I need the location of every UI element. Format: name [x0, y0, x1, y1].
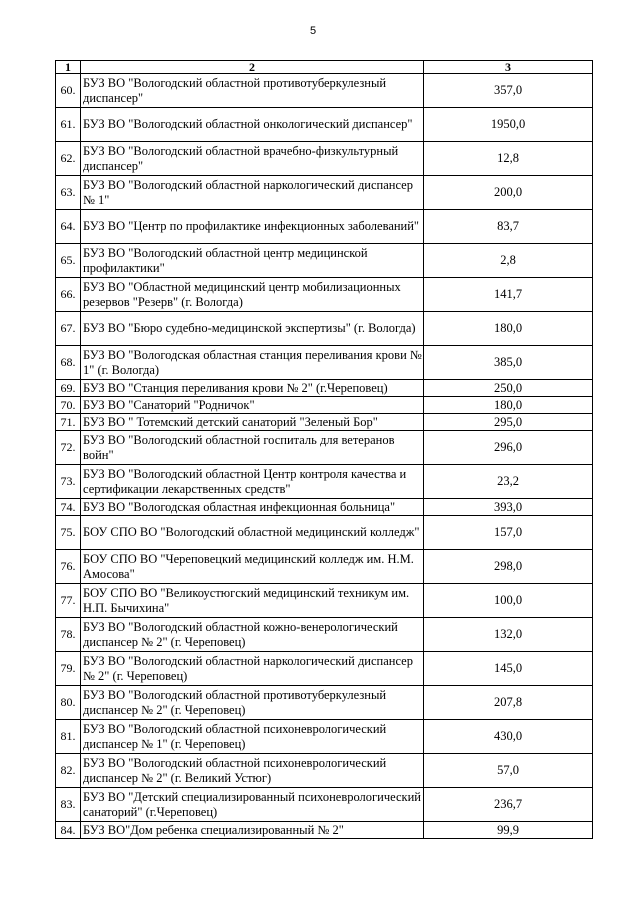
row-number: 73.: [56, 465, 81, 499]
row-number: 83.: [56, 788, 81, 822]
row-number: 65.: [56, 244, 81, 278]
row-number: 62.: [56, 142, 81, 176]
organization-name: БУЗ ВО "Вологодский областной противотуберкулезный диспансер": [81, 74, 424, 108]
organization-name: БУЗ ВО "Вологодский областной кожно-венерологический диспансер № 2" (г. Череповец): [81, 618, 424, 652]
organization-name: БУЗ ВО "Вологодский областной Центр контроля качества и сертификации лекарственных средств": [81, 465, 424, 499]
row-number: 82.: [56, 754, 81, 788]
row-number: 77.: [56, 584, 81, 618]
amount-value: 180,0: [424, 397, 593, 414]
amount-value: 1950,0: [424, 108, 593, 142]
amount-value: 145,0: [424, 652, 593, 686]
organization-name: БОУ СПО ВО "Череповецкий медицинский колледж им. Н.М. Амосова": [81, 550, 424, 584]
amount-value: 295,0: [424, 414, 593, 431]
row-number: 64.: [56, 210, 81, 244]
row-number: 75.: [56, 516, 81, 550]
organization-name: БУЗ ВО "Вологодский областной врачебно-физкультурный диспансер": [81, 142, 424, 176]
amount-value: 207,8: [424, 686, 593, 720]
table-row: [56, 822, 593, 839]
table-row: [56, 754, 593, 788]
organization-name: БОУ СПО ВО "Вологодский областной медицинский колледж": [81, 516, 424, 550]
amount-value: 83,7: [424, 210, 593, 244]
table-row: [56, 108, 593, 142]
organization-name: БУЗ ВО "Вологодский областной онкологический диспансер": [81, 108, 424, 142]
table-row: [56, 584, 593, 618]
organization-name: БУЗ ВО "Вологодский областной центр медицинской профилактики": [81, 244, 424, 278]
organization-name: БУЗ ВО "Вологодская областная инфекционная больница": [81, 499, 424, 516]
organization-name: БУЗ ВО "Детский специализированный психоневрологический санаторий" (г.Череповец): [81, 788, 424, 822]
table-row: [56, 397, 593, 414]
page-number: 5: [309, 25, 317, 37]
amount-value: 298,0: [424, 550, 593, 584]
organization-name: БУЗ ВО "Станция переливания крови № 2" (г.Череповец): [81, 380, 424, 397]
amount-value: 236,7: [424, 788, 593, 822]
amount-value: 99,9: [424, 822, 593, 839]
amount-value: 385,0: [424, 346, 593, 380]
amount-value: 357,0: [424, 74, 593, 108]
amount-value: 157,0: [424, 516, 593, 550]
row-number: 61.: [56, 108, 81, 142]
row-number: 76.: [56, 550, 81, 584]
row-number: 71.: [56, 414, 81, 431]
table-row: [56, 414, 593, 431]
row-number: 81.: [56, 720, 81, 754]
budget-table: [55, 60, 593, 839]
table-row: [56, 278, 593, 312]
table-row: [56, 516, 593, 550]
amount-value: 250,0: [424, 380, 593, 397]
row-number: 67.: [56, 312, 81, 346]
amount-value: 180,0: [424, 312, 593, 346]
organization-name: БУЗ ВО "Вологодский областной противотуберкулезный диспансер № 2" (г. Череповец): [81, 686, 424, 720]
table-row: [56, 720, 593, 754]
table-row: [56, 380, 593, 397]
row-number: 72.: [56, 431, 81, 465]
row-number: 79.: [56, 652, 81, 686]
amount-value: 200,0: [424, 176, 593, 210]
table-row: [56, 788, 593, 822]
organization-name: БУЗ ВО "Вологодский областной госпиталь для ветеранов войн": [81, 431, 424, 465]
amount-value: 23,2: [424, 465, 593, 499]
header-row: [56, 61, 593, 74]
amount-value: 57,0: [424, 754, 593, 788]
organization-name: БУЗ ВО"Дом ребенка специализированный № 2": [81, 822, 424, 839]
organization-name: БУЗ ВО "Вологодская областная станция переливания крови № 1" (г. Вологда): [81, 346, 424, 380]
organization-name: БУЗ ВО " Тотемский детский санаторий "Зеленый Бор": [81, 414, 424, 431]
row-number: 68.: [56, 346, 81, 380]
amount-value: 132,0: [424, 618, 593, 652]
organization-name: БОУ СПО ВО "Великоустюгский медицинский техникум им. Н.П. Бычихина": [81, 584, 424, 618]
row-number: 74.: [56, 499, 81, 516]
row-number: 66.: [56, 278, 81, 312]
table-row: [56, 499, 593, 516]
table-row: [56, 74, 593, 108]
table-row: [56, 142, 593, 176]
table-row: [56, 465, 593, 499]
table-row: [56, 346, 593, 380]
table-row: [56, 618, 593, 652]
organization-name: БУЗ ВО "Вологодский областной наркологический диспансер № 2" (г. Череповец): [81, 652, 424, 686]
header-col-2: 2: [81, 61, 424, 74]
table-row: [56, 550, 593, 584]
table-row: [56, 244, 593, 278]
amount-value: 2,8: [424, 244, 593, 278]
row-number: 78.: [56, 618, 81, 652]
organization-name: БУЗ ВО "Центр по профилактике инфекционных заболеваний": [81, 210, 424, 244]
table-row: [56, 652, 593, 686]
organization-name: БУЗ ВО "Вологодский областной психоневрологический диспансер № 1" (г. Череповец): [81, 720, 424, 754]
table-row: [56, 686, 593, 720]
organization-name: БУЗ ВО "Областной медицинский центр мобилизационных резервов "Резерв" (г. Вологда): [81, 278, 424, 312]
row-number: 60.: [56, 74, 81, 108]
table-row: [56, 176, 593, 210]
table-row: [56, 312, 593, 346]
organization-name: БУЗ ВО "Санаторий "Родничок": [81, 397, 424, 414]
table-row: [56, 210, 593, 244]
row-number: 63.: [56, 176, 81, 210]
organization-name: БУЗ ВО "Бюро судебно-медицинской экспертизы" (г. Вологда): [81, 312, 424, 346]
amount-value: 430,0: [424, 720, 593, 754]
organization-name: БУЗ ВО "Вологодский областной наркологический диспансер № 1": [81, 176, 424, 210]
amount-value: 296,0: [424, 431, 593, 465]
header-col-1: 1: [56, 61, 81, 74]
amount-value: 141,7: [424, 278, 593, 312]
organization-name: БУЗ ВО "Вологодский областной психоневрологический диспансер № 2" (г. Великий Устюг): [81, 754, 424, 788]
table-row: [56, 431, 593, 465]
row-number: 84.: [56, 822, 81, 839]
row-number: 69.: [56, 380, 81, 397]
amount-value: 12,8: [424, 142, 593, 176]
amount-value: 393,0: [424, 499, 593, 516]
row-number: 70.: [56, 397, 81, 414]
row-number: 80.: [56, 686, 81, 720]
amount-value: 100,0: [424, 584, 593, 618]
header-col-3: 3: [424, 61, 593, 74]
